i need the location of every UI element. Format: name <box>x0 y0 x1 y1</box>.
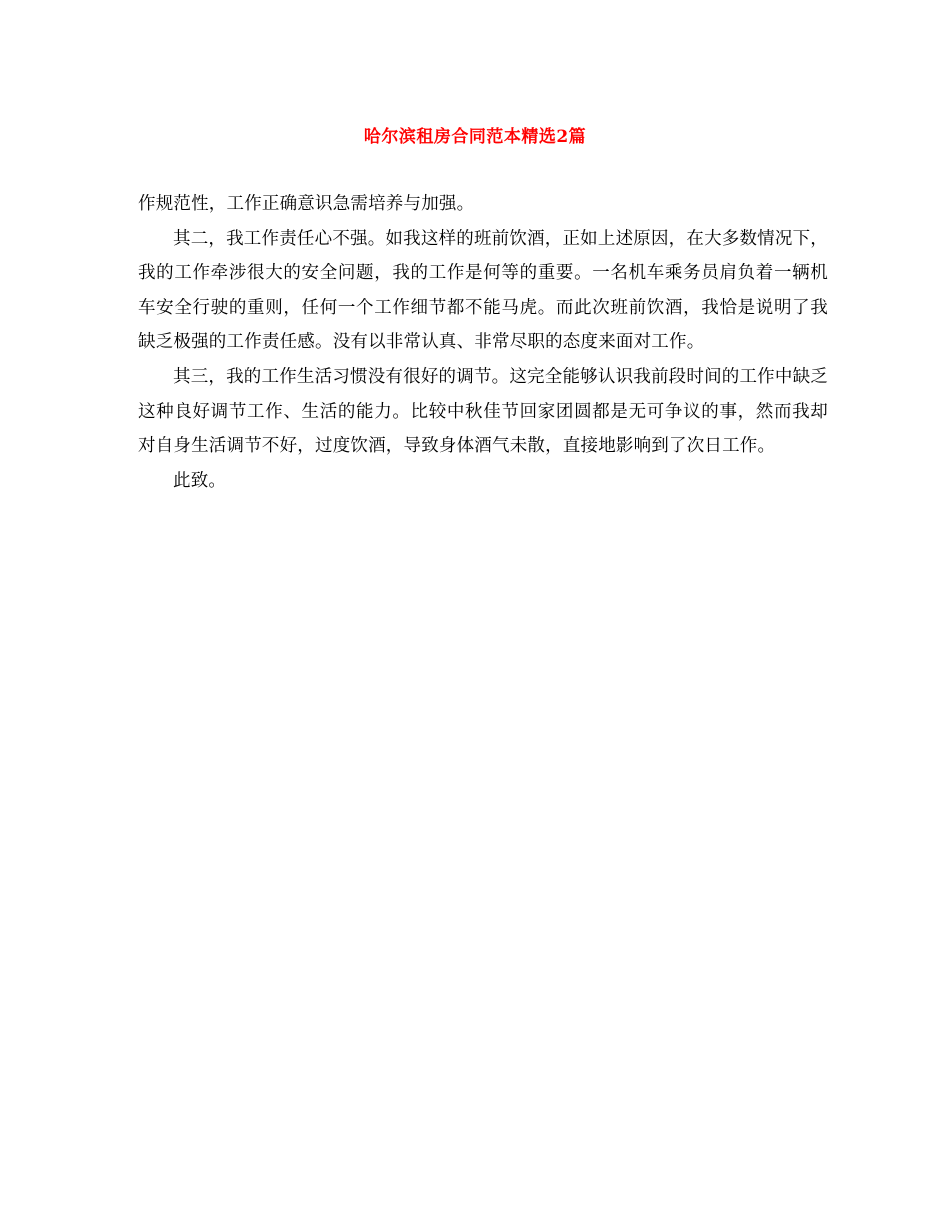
paragraph-continuation: 作规范性，工作正确意识急需培养与加强。 <box>138 194 475 214</box>
paragraph-responsibility: 其二，我工作责任心不强。如我这样的班前饮酒，正如上述原因，在大多数情况下，我的工作牵涉很大的安全问题，我的工作是何等的重要。一名机车乘务员肩负着一辆机车安全行驶的重则，任何一个工作细节都不能马虎。而此次班前饮酒，我恰是说明了我缺乏极强的工作责任感。没有以非常认真、非常尽职的态度来面对工作。 <box>138 228 828 353</box>
document-body <box>138 187 828 498</box>
paragraph-closing: 此致。 <box>173 470 227 491</box>
paragraph-habits: 其三，我的工作生活习惯没有很好的调节。这完全能够认识我前段时间的工作中缺乏这种良好调节工作、生活的能力。比较中秋佳节回家团圆都是无可争议的事，然而我却对自身生活调节不好，过度饮酒，导致身体酒气未散，直接地影响到了次日工作。 <box>138 366 828 457</box>
document-title: 哈尔滨租房合同范本精选2篇 <box>363 127 587 147</box>
